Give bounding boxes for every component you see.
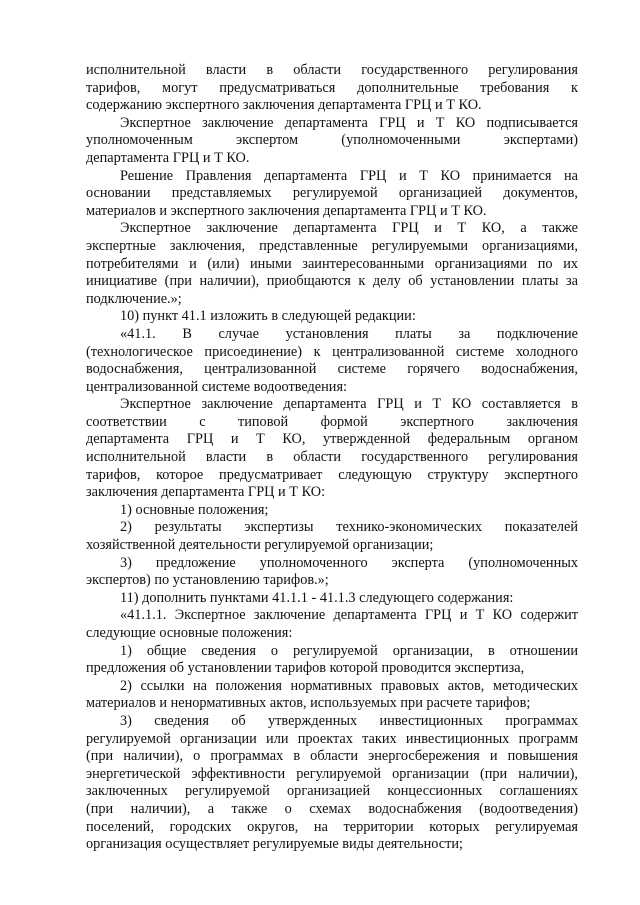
text-line: «41.1.1. Экспертное заключение департамента ГРЦ и Т КО содержит (120, 607, 578, 624)
text-line: Экспертное заключение департамента ГРЦ и Т КО, а также (120, 220, 578, 237)
text-line: инициативе (при наличии), приобщаются к делу об установлении платы за (86, 273, 578, 290)
text-line: экспертные заключения, представленные регулируемыми организациями, (86, 237, 578, 254)
text-line: материалов и экспертного заключения департамента ГРЦ и Т КО. (86, 202, 487, 219)
paragraph (86, 220, 578, 308)
text-line: потребителями и (или) иными заинтересованными организациями по их (86, 255, 578, 272)
text-line: подключение.»; (86, 290, 182, 307)
text-line: заключения департамента ГРЦ и Т КО: (86, 484, 326, 501)
text-line: (при наличии), о программах в области энергосбережения и повышения (86, 748, 578, 765)
text-line: (технологическое присоединение) к централизованной системе холодного (86, 343, 578, 360)
paragraph (86, 502, 578, 520)
text-line: тарифов, которое предусматривает следующую структуру экспертного (86, 466, 578, 483)
paragraph (86, 396, 578, 502)
text-line: централизованной системе водоотведения: (86, 378, 347, 395)
text-line: хозяйственной деятельности регулируемой организации; (86, 537, 434, 554)
paragraph (86, 555, 578, 590)
text-line: энергетической эффективности регулируемой организации (при наличии), (86, 765, 578, 782)
text-line: следующие основные положения: (86, 625, 293, 641)
text-line: экспертов) по установлению тарифов.»; (86, 572, 329, 589)
text-line: поселений, городских округов, на территории которых регулируемая (86, 818, 578, 835)
text-line: 3) сведения об утвержденных инвестиционных программах (120, 712, 578, 729)
text-line: соответствии с типовой формой экспертного заключения (86, 413, 578, 430)
text-line: исполнительной власти в области государственного регулирования (86, 449, 578, 466)
text-line: исполнительной власти в области государственного регулирования (86, 62, 578, 78)
document-body (86, 62, 578, 854)
paragraph (86, 168, 578, 221)
text-line: Экспертное заключение департамента ГРЦ и Т КО составляется в (120, 396, 578, 413)
text-line: водоснабжения, централизованной системе горячего водоснабжения, (86, 361, 578, 378)
text-line: департамента ГРЦ и Т КО, утвержденной федеральным органом (86, 431, 578, 448)
text-line: 10) пункт 41.1 изложить в следующей редакции: (120, 308, 416, 325)
paragraph (86, 115, 578, 168)
text-line: уполномоченным экспертом (уполномоченными экспертами) (86, 132, 578, 149)
paragraph (86, 519, 578, 554)
paragraph (86, 607, 578, 642)
text-line: тарифов, могут предусматриваться дополнительные требования к (86, 79, 578, 96)
paragraph (86, 62, 578, 115)
text-line: 2) результаты экспертизы технико-экономических показателей (120, 519, 578, 536)
text-line: 3) предложение уполномоченного эксперта (уполномоченных (120, 554, 578, 571)
text-line: «41.1. В случае установления платы за подключение (120, 325, 578, 342)
text-line: предложения об установлении тарифов которой проводится экспертиза, (86, 660, 525, 677)
text-line: Решение Правления департамента ГРЦ и Т КО принимается на (120, 167, 578, 184)
text-line: заключенных регулируемой организацией концессионных соглашениях (86, 783, 578, 800)
paragraph (86, 643, 578, 678)
text-line: 1) общие сведения о регулируемой организации, в отношении (120, 642, 578, 659)
text-line: 2) ссылки на положения нормативных правовых актов, методических (120, 677, 578, 694)
text-line: организация осуществляет регулируемые виды деятельности; (86, 836, 463, 853)
paragraph (86, 713, 578, 854)
text-line: 1) основные положения; (120, 501, 269, 518)
paragraph (86, 326, 578, 396)
text-line: регулируемой организации или проектах таких инвестиционных программ (86, 730, 578, 747)
paragraph (86, 678, 578, 713)
text-line: содержанию экспертного заключения департамента ГРЦ и Т КО. (86, 97, 482, 114)
text-line: (при наличии), а также о схемах водоснабжения (водоотведения) (86, 800, 578, 817)
text-line: основании представляемых регулируемой организацией документов, (86, 185, 578, 202)
text-line: материалов и ненормативных актов, используемых при расчете тарифов; (86, 695, 531, 712)
text-line: 11) дополнить пунктами 41.1.1 - 41.1.3 следующего содержания: (120, 589, 514, 606)
text-line: Экспертное заключение департамента ГРЦ и Т КО подписывается (120, 114, 578, 131)
text-line: департамента ГРЦ и Т КО. (86, 149, 250, 166)
paragraph (86, 308, 578, 326)
paragraph (86, 590, 578, 608)
